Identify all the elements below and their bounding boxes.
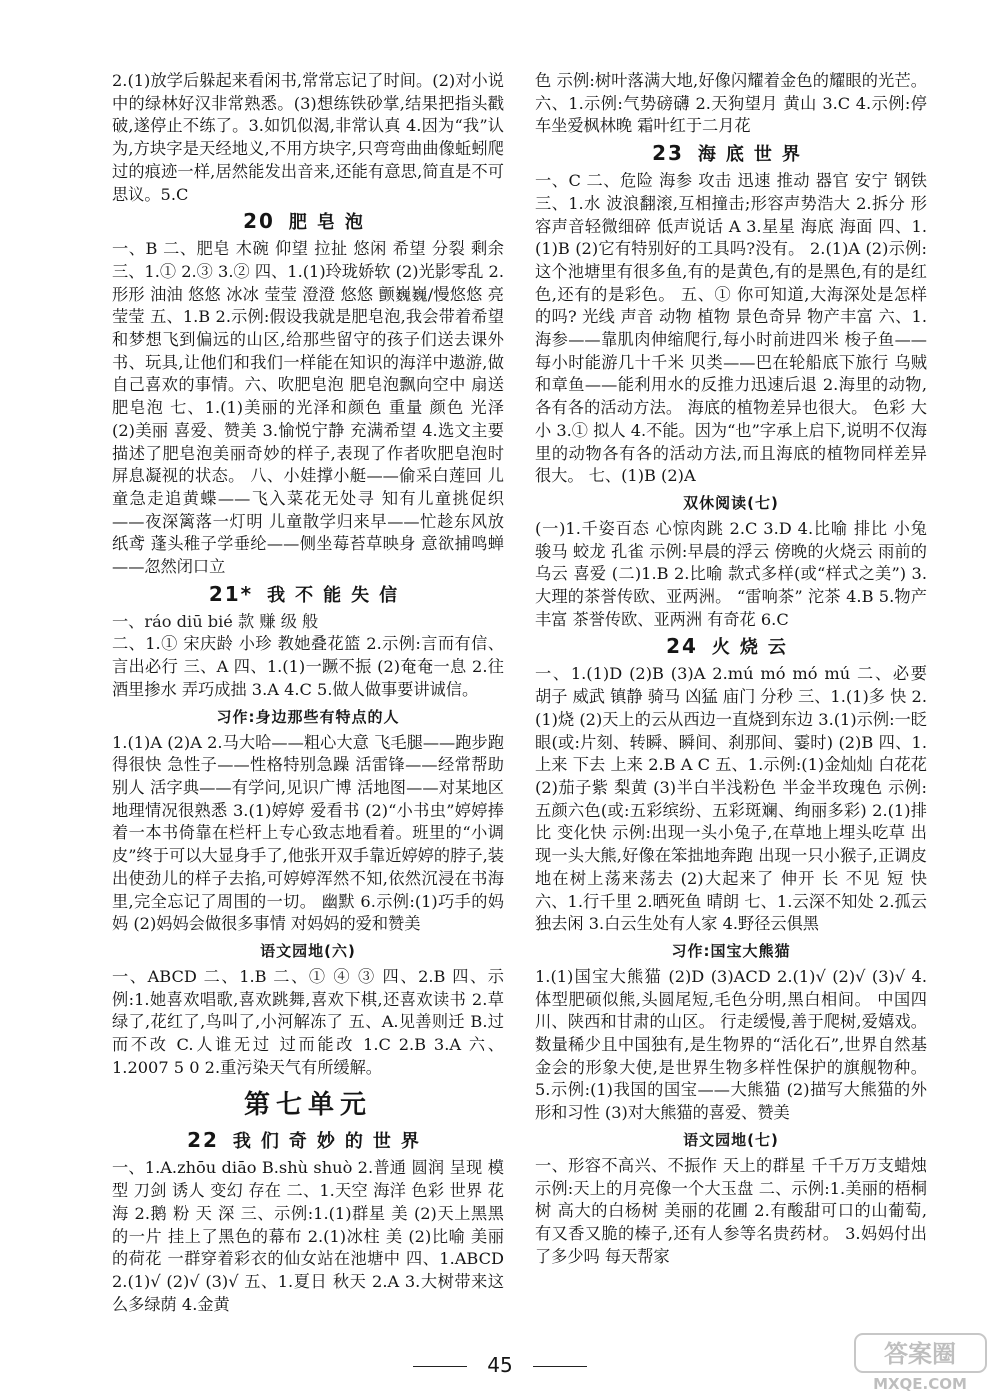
answer-paragraph: 一、ABCD 二、1.B 二、① ④ ③ 四、2.B 四、示例:1.她喜欢唱歌,喜欢跳舞,喜欢下棋,还喜欢读书 2.草绿了,花红了,鸟叫了,小河解冻了 五、A.见善则迁 B.过而不改 C.人谁无过 过而能改 1.C 2.B 3.A 六、1.2007 5 0 2.重污染天气有所缓解。 bbox=[112, 966, 504, 1077]
section-heading: 习作:身边那些有特点的人 bbox=[216, 707, 400, 726]
answer-paragraph: 1.(1)A (2)A 2.马大哈——粗心大意 飞毛腿——跑步跑得很快 急性子——性格特别急躁 活雷锋——经常帮助别人 活字典——有学问,见识广博 活地图——对某地区地理情况很熟悉 3.(1)婷婷 爱看书 (2)“小书虫”婷婷捧着一本书倚靠在栏杆上专心致志地看着。班里的“小调皮”终于可以大显身手了,他张开双手靠近婷婷的脖子,装出使劲儿的样子去掐,可婷婷浑然不知,依然沉浸在书海里,完全忘记了周围的一切。 幽默 6.示例:(1)巧手的妈妈 (2)妈妈会做很多事情 对妈妈的爱和赞美 bbox=[112, 732, 504, 934]
watermark-logo-graphic bbox=[853, 1332, 988, 1394]
answer-paragraph: 二、1.① 宋庆龄 小珍 教她叠花篮 2.示例:言而有信、言出必行 三、A 四、1.(1)一蹶不振 (2)奄奄一息 2.往酒里掺水 弄巧成拙 3.A 4.C 5.做人做事要讲诚信。 bbox=[112, 634, 504, 699]
lesson-heading bbox=[112, 581, 504, 609]
lesson-number: 23 bbox=[652, 141, 684, 166]
lesson-title: 肥皂泡 bbox=[288, 212, 373, 234]
lesson-number: 24 bbox=[666, 634, 698, 659]
pinyin-answer-line: 一、ráo diū bié 款 赚 级 般 bbox=[112, 611, 319, 631]
answer-paragraph: 一、1.(1)D (2)B (3)A 2.mú mó mó mú 二、必要 胡子 威武 镇静 骑马 凶猛 庙门 分秒 三、1.(1)多 快 2.(1)烧 (2)天上的云从西边一直烧到东边 3.(1)示例:一眨眼(或:片刻、转瞬、瞬间、刹那间、霎时) (2)B 四、1.上来 下去 上来 2.B A C 五、1.示例:(1)金灿灿 白花花 (2)茄子紫 梨黄 (3)半白半浅粉色 半金半玫瑰色 示例:五颜六色(或:五彩缤纷、五彩斑斓、绚丽多彩) 2.(1)排比 变化快 示例:出现一头小兔子,在草地上埋头吃草 出现一头大熊,好像在笨拙地奔跑 出现一只小猴子,正调皮地在树上荡来荡去 (2)大起来了 伸开 长 不见 短 快 六、1.行千里 2.晒死鱼 晴朗 七、1.云深不知处 2.孤云独去闲 3.白云生处有人家 4.野径云俱黑 bbox=[535, 664, 927, 934]
section-heading: 语文园地(七) bbox=[683, 1130, 779, 1149]
lesson-heading bbox=[535, 140, 927, 168]
section-heading: 双休阅读(七) bbox=[683, 493, 779, 512]
page-number-area bbox=[0, 1353, 1000, 1377]
lesson-number: 20 bbox=[243, 209, 275, 234]
lesson-number: 22 bbox=[187, 1128, 219, 1153]
watermark-bottom-text: MXQE.COM bbox=[873, 1375, 967, 1393]
answer-paragraph: 一、形容不高兴、不振作 天上的群星 千千万万支蜡烛 示例:天上的月亮像一个大玉盘 二、示例:1.美丽的梧桐树 高大的白杨树 美丽的花圃 2.有酸甜可口的山葡萄,有又香又脆的榛子,还有人参等名贵药材。 3.妈妈付出了多少吗 每天帮家 bbox=[535, 1155, 927, 1266]
answer-paragraph: 一、B 二、肥皂 木碗 仰望 拉扯 悠闲 希望 分裂 剩余 三、1.① 2.③ 3.② 四、1.(1)玲珑娇软 (2)光影零乱 2.形形 油油 悠悠 冰冰 莹莹 澄澄 悠悠 颤巍巍/慢悠悠 亮莹莹 五、1.B 2.示例:假设我就是肥皂泡,我会带着希望和梦想飞到偏远的山区,给那些留守的孩子们送去课外书、玩具,让他们和我们一样能在知识的海洋中遨游,做自己喜欢的事情。六、吹肥皂泡 肥皂泡飘向空中 扇送肥皂泡 七、1.(1)美丽的光泽和颜色 重量 颜色 光泽 (2)美丽 喜爱、赞美 3.愉悦宁静 充满希望 4.选文主要描述了肥皂泡美丽奇妙的样子,表现了作者吹肥皂泡时屏息凝视的状态。 八、小娃撑小艇——偷采白莲回 儿童急走追黄蝶——飞入菜花无处寻 知有儿童挑促织——夜深篱落一灯明 儿童散学归来早——忙趁东风放纸鸢 蓬头稚子学垂纶——侧坐莓苔草映身 意欲捕鸣蝉——忽然闭口立 bbox=[112, 239, 504, 577]
answer-paragraph: 一、1.A.zhōu diāo B.shù shuò 2.普通 圆润 呈现 模型 刀剑 诱人 变幻 存在 二、1.天空 海洋 色彩 世界 花海 2.鹅 粉 天 深 三、示例:1.(1)群星 美 (2)天上黑黑的一片 挂上了黑色的幕布 2.(1)冰柱 美 (2)比喻 美丽的荷花 一群穿着彩衣的仙女站在池塘中 四、1.ABCD 2.(1)√ (2)√ (3)√ 五、1.夏日 秋天 2.A 3.大树带来这么多绿荫 4.金黄 bbox=[112, 1158, 504, 1314]
answer-paragraph: (一)1.千姿百态 心惊肉跳 2.C 3.D 4.比喻 排比 小兔 骏马 蛟龙 孔雀 示例:早晨的浮云 傍晚的火烧云 雨前的乌云 喜爱 (二)1.B 2.比喻 款式多样(或“样式之美”) 3.大理的茶誉传欧、亚两洲。 “雷响茶” 沱茶 4.B 5.物产丰富 茶誉传欧、亚两洲 有奇花 6.C bbox=[535, 518, 927, 629]
answer-paragraph: 一、C 二、危险 海参 攻击 迅速 推动 器官 安宁 钢铁 三、1.水 波浪翻滚,互相撞击;形容声势浩大 2.拆分 形容声音轻微细碎 低声说话 A 3.星星 海底 海面 四、1.(1)B (2)它有特别好的工具吗?没有。 2.(1)A (2)示例:这个池塘里有很多鱼,有的是黄色,有的是黑色,有的是红色,还有的是彩色。 五、① 你可知道,大海深处是怎样的吗? 光线 声音 动物 植物 景色奇异 物产丰富 六、1.海参——靠肌肉伸缩爬行,每小时前进四米 梭子鱼——每小时能游几十千米 贝类——巴在轮船底下旅行 乌贼和章鱼——能利用水的反推力迅速后退 2.海里的动物,各有各的活动方法。 海底的植物差异也很大。 色彩 大小 3.① 拟人 4.不能。因为“也”字承上启下,说明不仅海里的动物各有各的活动方法,而且海底的植物同样差异很大。 七、(1)B (2)A bbox=[535, 171, 927, 486]
lesson-number: 21* bbox=[208, 581, 254, 606]
right-column bbox=[535, 70, 927, 1268]
lesson-title: 我们奇妙的世界 bbox=[232, 1131, 429, 1153]
lesson-title: 我不能失信 bbox=[267, 584, 408, 606]
answer-paragraph: 色 示例:树叶落满大地,好像闪耀着金色的耀眼的光芒。 六、1.示例:气势磅礴 2.天狗望月 黄山 3.C 4.示例:停车坐爱枫林晚 霜叶红于二月花 bbox=[535, 71, 927, 136]
answer-paragraph: 2.(1)放学后躲起来看闲书,常常忘记了时间。(2)对小说中的绿林好汉非常熟悉。(3)想练铁砂掌,结果把指头戳破,遂停止不练了。3.如饥似渴,非常认真 4.因为“我”认为,方块字是天经地义,不用方块字,只弯弯曲曲像蚯蚓爬过的痕迹一样,居然能发出音来,还能有意思,简直是不可思议。5.C bbox=[112, 71, 504, 204]
left-column bbox=[112, 70, 504, 1316]
unit-heading: 第七单元 bbox=[243, 1090, 372, 1121]
lesson-title: 火烧云 bbox=[711, 637, 796, 659]
page-number: 45 bbox=[487, 1353, 513, 1377]
lesson-title: 海底世界 bbox=[697, 144, 810, 166]
page-number-dash-left bbox=[413, 1366, 467, 1367]
lesson-heading bbox=[112, 208, 504, 236]
watermark-top-text: 答案圈 bbox=[884, 1340, 956, 1368]
section-heading: 习作:国宝大熊猫 bbox=[671, 941, 791, 960]
answer-paragraph: 1.(1)国宝大熊猫 (2)D (3)ACD 2.(1)√ (2)√ (3)√ 4.体型肥硕似熊,头圆尾短,毛色分明,黑白相间。 中国四川、陕西和甘肃的山区。 行走缓慢,善于爬树,爱嬉戏。 数量稀少且中国独有,是生物界的“活化石”,世界自然基金会的形象大使,是世界生物多样性保护的旗舰物种。 5.示例:(1)我国的国宝——大熊猫 (2)描写大熊猫的外形和习性 (3)对大熊猫的喜爱、赞美 bbox=[535, 966, 927, 1123]
lesson-heading bbox=[535, 633, 927, 661]
page-number-dash-right bbox=[533, 1366, 587, 1367]
lesson-heading bbox=[112, 1127, 504, 1155]
watermark-logo bbox=[853, 1332, 988, 1394]
section-heading: 语文园地(六) bbox=[260, 941, 356, 960]
